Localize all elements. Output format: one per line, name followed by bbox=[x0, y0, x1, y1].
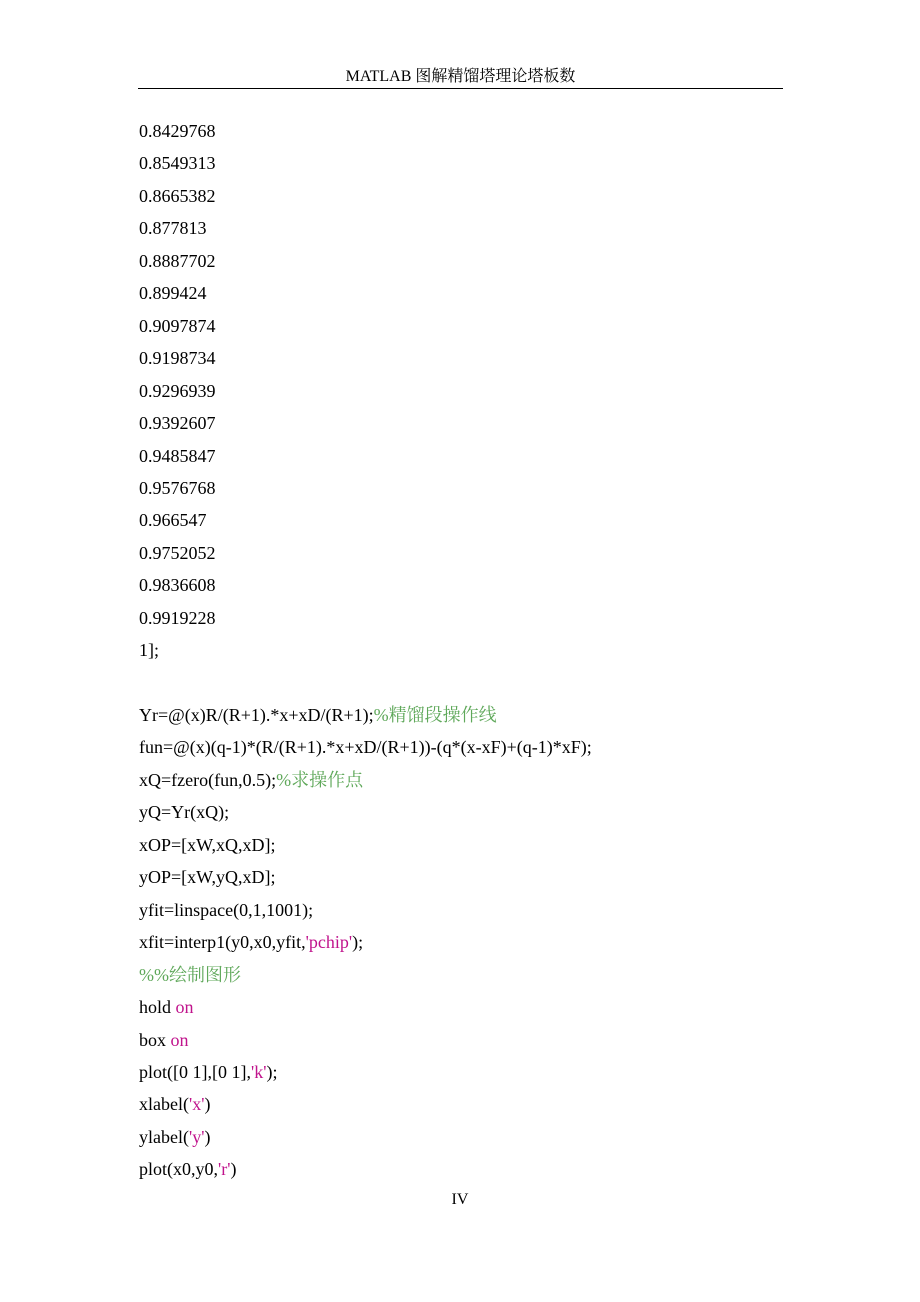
code-text: yQ=Yr(xQ); bbox=[139, 802, 230, 823]
value-line: 1]; bbox=[139, 640, 159, 661]
code-string: 'pchip' bbox=[305, 932, 353, 953]
code-text: xOP=[xW,xQ,xD]; bbox=[139, 834, 276, 855]
code-text: plot(x0,y0, bbox=[139, 1159, 218, 1180]
code-line bbox=[139, 1093, 210, 1115]
code-string: on bbox=[175, 997, 194, 1018]
code-text: ) bbox=[230, 1159, 237, 1180]
code-line bbox=[139, 1029, 189, 1051]
value-line: 0.9097874 bbox=[139, 315, 216, 336]
code-line bbox=[139, 964, 241, 986]
value-line: 0.877813 bbox=[139, 218, 207, 239]
value-line: 0.899424 bbox=[139, 283, 207, 304]
value-line: 0.8665382 bbox=[139, 185, 216, 206]
value-line: 0.8429768 bbox=[139, 121, 216, 141]
code-string: 'y' bbox=[188, 1126, 205, 1147]
code-text: Yr=@(x)R/(R+1).*x+xD/(R+1); bbox=[139, 705, 374, 725]
value-line: 0.9392607 bbox=[139, 413, 216, 434]
code-text: ylabel( bbox=[139, 1126, 189, 1147]
code-text: fun=@(x)(q-1)*(R/(R+1).*x+xD/(R+1))-(q*(x-xF)+(q-1)*xF); bbox=[139, 737, 592, 758]
value-line: 0.9485847 bbox=[139, 445, 216, 466]
page-header: MATLAB 图解精馏塔理论塔板数 bbox=[345, 68, 576, 85]
code-text: yfit=linspace(0,1,1001); bbox=[139, 899, 314, 920]
code-line bbox=[139, 931, 363, 953]
code-text: hold bbox=[139, 997, 176, 1018]
code-line bbox=[139, 704, 497, 726]
code-text: ) bbox=[204, 1094, 211, 1115]
code-string: 'k' bbox=[250, 1061, 267, 1082]
code-line bbox=[139, 834, 276, 856]
value-line: 0.966547 bbox=[139, 510, 207, 531]
code-text: box bbox=[139, 1029, 171, 1050]
page-number: IV bbox=[451, 1191, 469, 1208]
value-line: 0.9752052 bbox=[139, 542, 216, 563]
code-line bbox=[139, 996, 194, 1018]
value-line: 0.8887702 bbox=[139, 250, 216, 271]
code-line bbox=[139, 1061, 277, 1083]
code-text: ); bbox=[266, 1061, 278, 1082]
code-line bbox=[139, 801, 229, 823]
value-line: 0.9919228 bbox=[139, 607, 216, 628]
code-text: plot([0 1],[0 1], bbox=[139, 1061, 251, 1082]
code-string: 'x' bbox=[188, 1094, 205, 1115]
value-line: 0.8549313 bbox=[139, 153, 216, 174]
code-line bbox=[139, 899, 313, 921]
code-line bbox=[139, 866, 276, 888]
value-line: 0.9198734 bbox=[139, 348, 216, 369]
code-text: yOP=[xW,yQ,xD]; bbox=[139, 867, 276, 888]
value-line: 0.9836608 bbox=[139, 575, 216, 596]
code-line bbox=[139, 769, 363, 791]
code-text: xlabel( bbox=[139, 1094, 189, 1115]
code-comment: %求操作点 bbox=[276, 769, 364, 790]
code-comment: %%绘制图形 bbox=[139, 964, 241, 985]
code-string: on bbox=[170, 1029, 189, 1050]
code-comment: %精馏段操作线 bbox=[373, 705, 497, 725]
header-rule bbox=[138, 88, 783, 89]
code-line bbox=[139, 1126, 210, 1148]
code-line bbox=[139, 1158, 236, 1180]
value-line: 0.9296939 bbox=[139, 380, 216, 401]
code-text: xfit=interp1(y0,x0,yfit, bbox=[139, 932, 306, 953]
value-line: 0.9576768 bbox=[139, 477, 216, 498]
code-text: ); bbox=[352, 932, 364, 953]
code-text: xQ=fzero(fun,0.5); bbox=[139, 769, 277, 790]
code-string: 'r' bbox=[218, 1159, 231, 1180]
code-line bbox=[139, 736, 592, 758]
code-text: ) bbox=[204, 1126, 211, 1147]
